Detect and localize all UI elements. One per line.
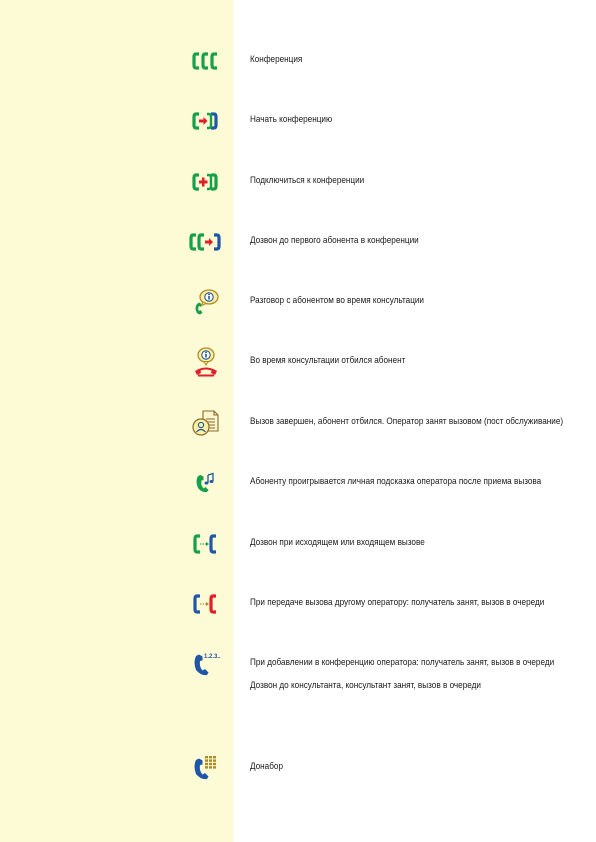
legend-row-conference [0,41,596,81]
legend-row-join-conference [0,162,596,202]
legend-row-call-wrapup [0,403,596,443]
legend-label: Конференция [250,54,303,65]
legend-label: Разговор с абонентом во время консультации [250,295,425,306]
personal-prompt-icon [186,463,226,503]
legend-label: При добавлении в конференцию оператора: получатель занят, вызов в очереди [250,657,555,668]
legend-row-dialpad [0,748,596,788]
outgoing-incoming-dial-icon [186,524,226,564]
start-conference-icon [186,101,226,141]
legend-row-start-conference [0,101,596,141]
legend-row-consultation-hangup [0,342,596,382]
legend-label: Во время консультации отбился абонент [250,355,406,366]
legend-label-secondary: Дозвон до консультанта, консультант занят, вызов в очереди [250,680,481,691]
legend-label: Начать конференцию [250,114,333,125]
legend-label: Вызов завершен, абонент отбился. Оператор занят вызовом (пост обслуживание) [250,416,564,427]
dial-first-participant-icon [186,222,226,262]
legend-label: Дозвон до первого абонента в конференции [250,235,419,246]
legend-row-outgoing-incoming [0,524,596,564]
consultation-talk-icon [186,282,226,322]
conference-icon [186,41,226,81]
call-wrapup-icon [186,403,226,443]
legend-label: Абоненту проигрывается личная подсказка оператора после приема вызова [250,476,542,487]
legend-row-transfer-queue [0,584,596,624]
legend-row-consultation-talk [0,282,596,322]
legend-row-queue-position [0,644,596,700]
legend-row-personal-prompt [0,463,596,503]
legend-label: Дозвон при исходящем или входящем вызове [250,537,425,548]
join-conference-icon [186,162,226,202]
legend-row-dial-first [0,222,596,262]
dialpad-icon [186,748,226,788]
svg-text:1.2.3..: 1.2.3.. [204,654,221,660]
legend-label: При передаче вызова другому оператору: получатель занят, вызов в очереди [250,597,545,608]
legend-label: Подключиться к конференции [250,175,365,186]
legend-label: Донабор [250,761,284,772]
transfer-queue-icon [186,584,226,624]
consultation-hangup-icon [186,342,226,382]
queue-position-icon [186,644,226,684]
